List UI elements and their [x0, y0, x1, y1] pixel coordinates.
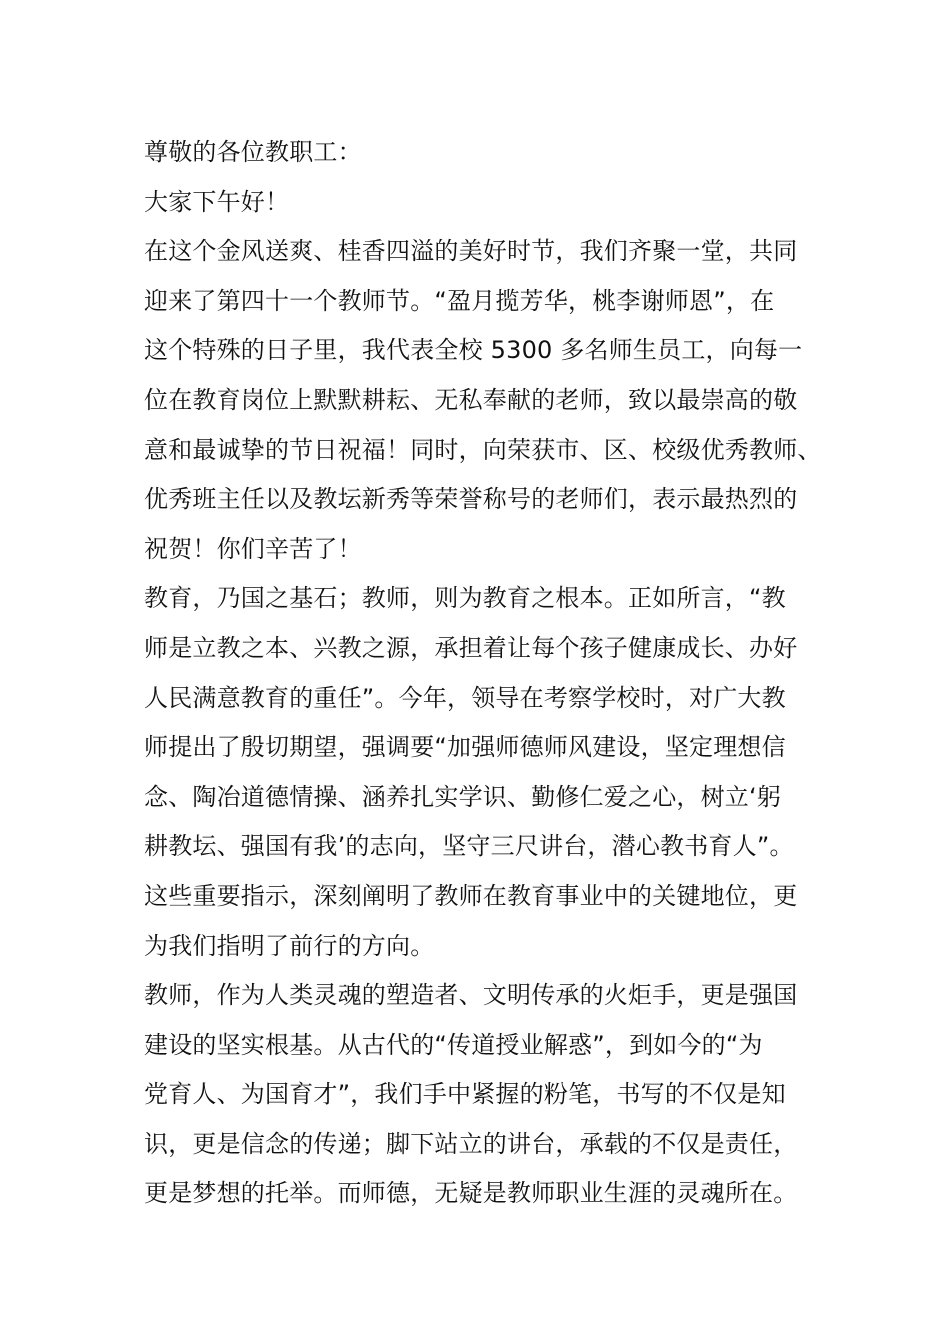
text-line: 教师，作为人类灵魂的塑造者、文明传承的火炬手，更是强国: [144, 981, 798, 1010]
text-line: 位在教育岗位上默默耕耘、无私奉献的老师，致以最崇高的敬: [144, 385, 798, 414]
text-line: 念、陶冶道德情操、涵养扎实学识、勤修仁爱之心，树立‘躬: [144, 782, 782, 811]
text-line: 人民满意教育的重任”。今年，领导在考察学校时，对广大教: [144, 683, 786, 712]
text-line: 更是梦想的托举。而师德，无疑是教师职业生涯的灵魂所在。: [144, 1179, 798, 1208]
text-line: 教育，乃国之基石；教师，则为教育之根本。正如所言，“教: [144, 584, 786, 613]
text-line: 党育人、为国育才”，我们手中紧握的粉笔，书写的不仅是知: [144, 1080, 786, 1109]
text-line: 意和最诚挚的节日祝福！同时，向荣获市、区、校级优秀教师、: [144, 435, 822, 464]
text-line: 祝贺！你们辛苦了！: [144, 534, 362, 563]
text-line: 识，更是信念的传递；脚下站立的讲台，承载的不仅是责任，: [144, 1129, 798, 1158]
text-line: 这个特殊的日子里，我代表全校 5300 多名师生员工，向每一: [144, 336, 803, 365]
text-line: 这些重要指示，深刻阐明了教师在教育事业中的关键地位，更: [144, 881, 798, 910]
salutation-line: 尊敬的各位教职工：: [144, 138, 362, 166]
greeting-line: 大家下午好！: [144, 187, 290, 216]
text-line: 建设的坚实根基。从古代的“传道授业解惑”，到如今的“为: [144, 1030, 763, 1059]
text-line: 师提出了殷切期望，强调要“加强师德师风建设，坚定理想信: [144, 733, 786, 762]
text-line: 为我们指明了前行的方向。: [144, 931, 435, 960]
document-body: [144, 128, 824, 1219]
text-line: 师是立教之本、兴教之源，承担着让每个孩子健康成长、办好: [144, 633, 798, 662]
text-line: 在这个金风送爽、桂香四溢的美好时节，我们齐聚一堂，共同: [144, 237, 798, 266]
text-line: 优秀班主任以及教坛新秀等荣誉称号的老师们，表示最热烈的: [144, 485, 798, 514]
text-line: 迎来了第四十一个教师节。“盈月揽芳华，桃李谢师恩”，在: [144, 286, 775, 315]
text-line: 耕教坛、强国有我’的志向，坚守三尺讲台，潜心教书育人”。: [144, 832, 794, 861]
